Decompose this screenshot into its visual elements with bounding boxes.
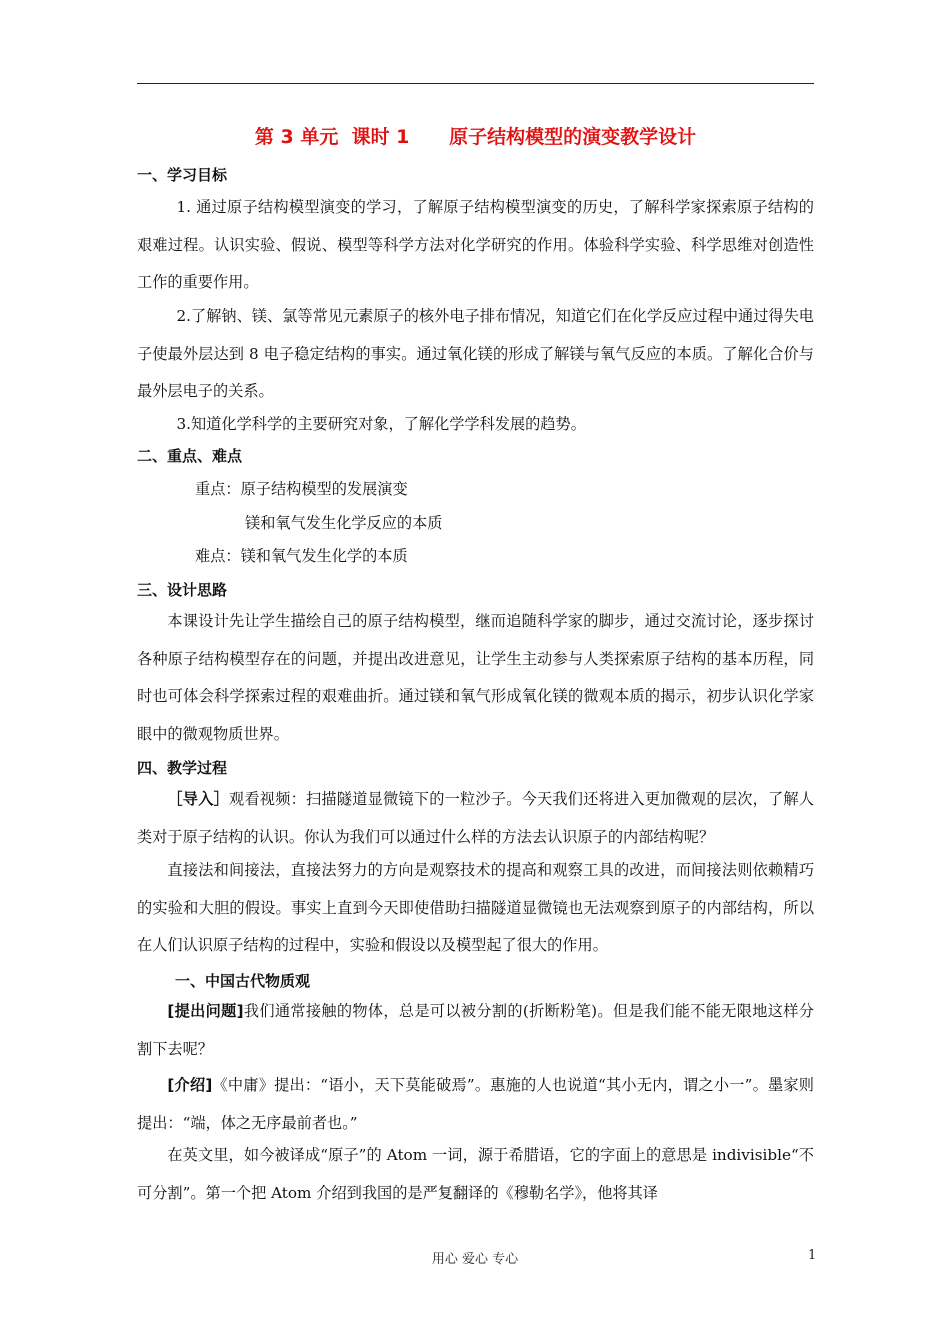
difficulty-1: 镁和氧气发生化学的本质 bbox=[240, 547, 408, 565]
difficulty-row bbox=[195, 541, 408, 571]
key-point-1: 原子结构模型的发展演变 bbox=[240, 480, 408, 498]
section-heading-design: 三、设计思路 bbox=[137, 581, 228, 599]
difficulty-label: 难点： bbox=[195, 547, 241, 565]
objective-3: 3.知道化学科学的主要研究对象，了解化学学科发展的趋势。 bbox=[176, 415, 586, 433]
introduce-tag: [介绍] bbox=[167, 1076, 213, 1094]
question-tag: [提出问题] bbox=[167, 1002, 244, 1020]
key-point-row-1 bbox=[195, 474, 408, 504]
objective-2: 2.了解钠、镁、氯等常见元素原子的核外电子排布情况，知道它们在化学反应过程中通过得失电子使最外层达到 8 电子稳定结构的事实。通过氧化镁的形成了解镁与氧气反应的本质。了解化合价与最外层电子的关系。 bbox=[137, 307, 814, 400]
question-text: 我们通常接触的物体，总是可以被分割的(折断粉笔)。但是我们能不能无限地这样分割下去呢？ bbox=[137, 1002, 814, 1058]
question-paragraph bbox=[137, 993, 814, 1068]
section-heading-objectives: 一、学习目标 bbox=[137, 166, 228, 184]
objective-1: 1. 通过原子结构模型演变的学习，了解原子结构模型演变的历史，了解科学家探索原子结构的艰难过程。认识实验、假说、模型等科学方法对化学研究的作用。体验科学实验、科学思维对创造性工作的重要作用。 bbox=[137, 198, 814, 291]
page-number: 1 bbox=[808, 1248, 817, 1263]
intro-tag: ［导入］ bbox=[167, 790, 229, 808]
header-rule bbox=[137, 83, 814, 84]
key-point-2: 镁和氧气发生化学反应的本质 bbox=[245, 514, 443, 532]
subheading-ancient-view: 一、中国古代物质观 bbox=[175, 972, 311, 990]
method-paragraph: 直接法和间接法，直接法努力的方向是观察技术的提高和观察工具的改进，而间接法则依赖精巧的实验和大胆的假设。事实上直到今天即使借助扫描隧道显微镜也无法观察到原子的内部结构，所以在人们认识原子结构的过程中，实验和假设以及模型起了很大的作用。 bbox=[137, 861, 814, 954]
document-title: 第 3 单元 课时 1 原子结构模型的演变教学设计 bbox=[254, 126, 697, 148]
page-footer: 用心 爱心 专心 bbox=[431, 1252, 519, 1267]
atom-paragraph: 在英文里，如今被译成“原子”的 Atom 一词，源于希腊语，它的字面上的意思是 indivisible“不可分割”。第一个把 Atom 介绍到我国的是严复翻译的《穆勒名学》，他将其译 bbox=[137, 1146, 814, 1202]
key-label: 重点： bbox=[195, 480, 241, 498]
intro-paragraph bbox=[137, 781, 814, 856]
section-heading-process: 四、教学过程 bbox=[137, 759, 228, 777]
intro-text: 观看视频：扫描隧道显微镜下的一粒沙子。今天我们还将进入更加微观的层次，了解人类对于原子结构的认识。你认为我们可以通过什么样的方法去认识原子的内部结构呢？ bbox=[137, 790, 815, 846]
design-paragraph: 本课设计先让学生描绘自己的原子结构模型，继而追随科学家的脚步，通过交流讨论，逐步探讨各种原子结构模型存在的问题，并提出改进意见，让学生主动参与人类探索原子结构的基本历程，同时也可体会科学探索过程的艰难曲折。通过镁和氧气形成氧化镁的微观本质的揭示，初步认识化学家眼中的微观物质世界。 bbox=[137, 612, 814, 743]
introduce-paragraph bbox=[137, 1067, 814, 1142]
section-heading-keypoints: 二、重点、难点 bbox=[137, 447, 243, 465]
introduce-text: 《中庸》提出：“语小，天下莫能破焉”。惠施的人也说道“其小无内，谓之小一”。墨家则提出：“端，体之无序最前者也。” bbox=[137, 1076, 814, 1132]
